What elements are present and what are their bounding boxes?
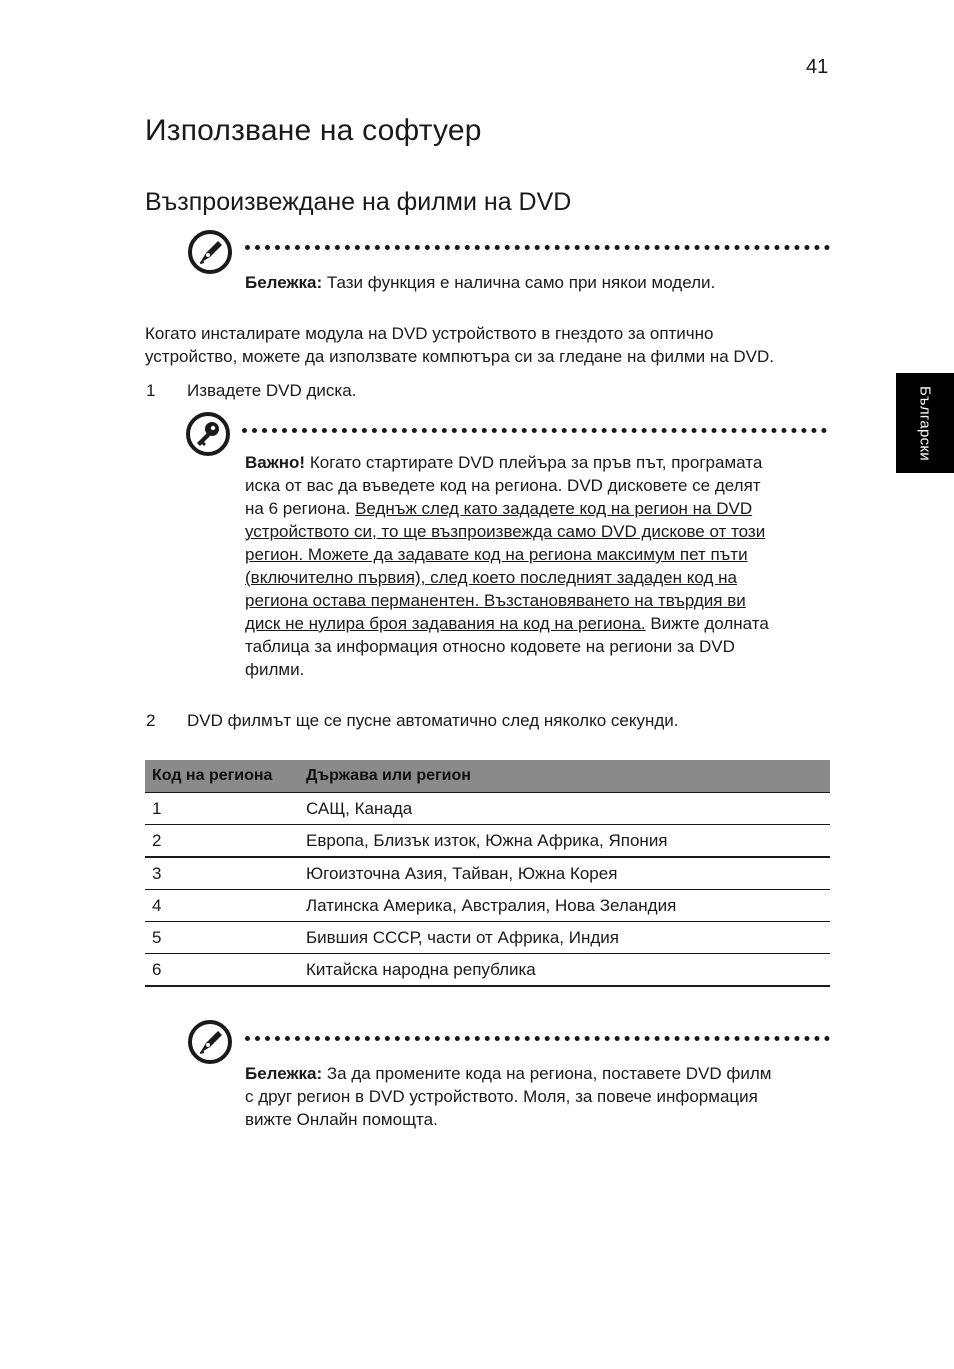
- pen-note-icon: [187, 229, 233, 275]
- region-name: САЩ, Канада: [299, 793, 830, 825]
- table-row: [145, 825, 830, 858]
- table-header-row: [145, 760, 830, 793]
- region-code: 3: [145, 857, 299, 890]
- note-divider: [245, 245, 830, 250]
- pen-note-icon: [187, 1019, 233, 1065]
- region-name: Латинска Америка, Австралия, Нова Зеландия: [299, 890, 830, 922]
- page-title: Използване на софтуер: [145, 114, 482, 147]
- region-code: 4: [145, 890, 299, 922]
- step-text: DVD филмът ще се пусне автоматично след няколко секунди.: [187, 711, 679, 730]
- region-code-table: [145, 760, 830, 987]
- region-name: Китайска народна република: [299, 954, 830, 987]
- important-text: Важно! Когато стартирате DVD плейъра за пръв път, програмата иска от вас да въведете код на региона. DVD дисковете се делят на 6 региона. Веднъж след като зададете код на регион на DVD устройството си, то ще възпроизвежда само DVD дискове от този регион. Можете да задавате код на региона максимум пет пъти (включително първия), след което последният зададен код на региона остава перманентен. Възстановяването на твърдия ви диск не нулира броя задавания на код на региона. Вижте долната таблица за информация относно кодовете на региони за DVD филми.: [245, 453, 769, 679]
- language-side-tab: [896, 373, 954, 473]
- region-code: 2: [145, 825, 299, 858]
- note-text: Бележка: Тази функция е налична само при някои модели.: [245, 273, 716, 292]
- note-divider: [245, 1036, 830, 1041]
- step-number: 1: [146, 381, 156, 400]
- region-code: 1: [145, 793, 299, 825]
- column-header: Код на региона: [145, 760, 299, 793]
- region-name: Бившия СССР, части от Африка, Индия: [299, 922, 830, 954]
- section-title: Възпроизвеждане на филми на DVD: [145, 188, 572, 216]
- step-number: 2: [146, 711, 156, 730]
- language-label: Български: [916, 385, 934, 461]
- important-divider: [242, 428, 827, 433]
- intro-line-1: Когато инсталирате модула на DVD устройството в гнездото за оптично: [145, 324, 714, 343]
- note-text: Бележка: За да промените кода на региона, поставете DVD филм с друг регион в DVD устройството. Моля, за повече информация вижте Онлайн помощта.: [245, 1064, 772, 1129]
- region-name: Европа, Близък изток, Южна Африка, Япония: [299, 825, 830, 858]
- region-code: 5: [145, 922, 299, 954]
- region-name: Югоизточна Азия, Тайван, Южна Корея: [299, 857, 830, 890]
- table-row: [145, 954, 830, 987]
- page-number: 41: [806, 56, 829, 78]
- table-row: [145, 857, 830, 890]
- region-code: 6: [145, 954, 299, 987]
- table-row: [145, 922, 830, 954]
- step-text: Извадете DVD диска.: [187, 381, 357, 400]
- intro-line-2: устройство, можете да използвате компютъра си за гледане на филми на DVD.: [145, 347, 775, 366]
- key-important-icon: [185, 411, 231, 457]
- table-row: [145, 890, 830, 922]
- column-header: Държава или регион: [299, 760, 830, 793]
- table-row: [145, 793, 830, 825]
